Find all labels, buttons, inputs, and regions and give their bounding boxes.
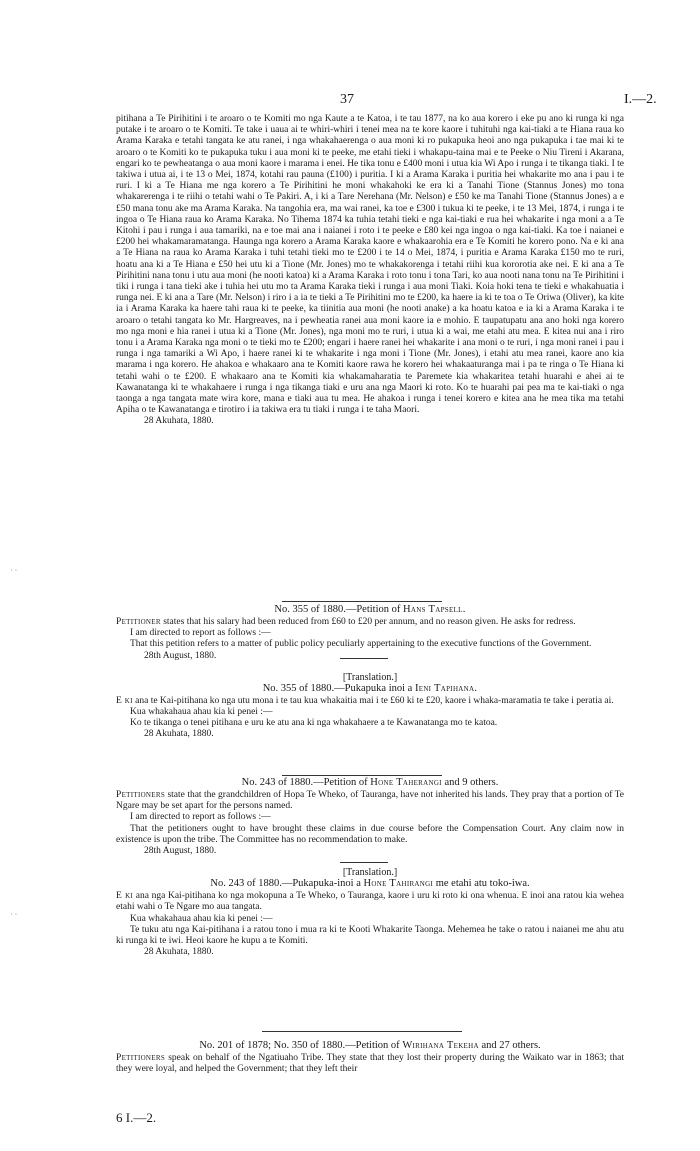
petition-243-maori-date: 28 Akuhata, 1880. <box>144 947 214 958</box>
petition-243-summary: Petitioners state that the grandchildren of Hopa Te Wheko, of Tauranga, have not inherited his lands. They pray that a portion of Te Ngare may be set apart for the persons named. <box>116 790 624 812</box>
petition-243-directed: I am directed to report as follows :— <box>130 812 271 823</box>
petition-243-maori-directed: Kua whakahaua ahau kia ki penei :— <box>130 913 273 924</box>
continuation-paragraph: pitihana a Te Pirihitini i te aroaro o te Komiti mo nga Kaute a te Katoa, i te tau 1877, na ko aua korero i eke pu ano ki runga ki nga putake i te aroaro o te Komiti. Te take i uaua ai te whiri-whiri i tenei mea na te kore kaore i tuhituhi nga kai-tiaki a te Hiana raua ko Arama Karaka e tetahi tangata ke atu ranei, i nga whakahaerenga o aua moni ki ro pukapuka heoi ano nga pukapuka i tae mai ki te aroaro o te Komiti ko te pukapuka tuku i aua moni ki te peeke, me etahi tieki i whakapu-taina mai e te Peeke o Niu Tireni i Akarana, engari ko te pewheatanga o aua moni kaore i marama i enei. He tika tonu e £400 moni i utua kia Wi Apo i runga i te tikanga tiaki. I te takiwa i utua ai, i te 13 o Mei, 1874, kotahi rau pauna (£100) i puritia. I ki a Arama Karaka i puritia hei whakarite mo ana i pau i te ruri. I ki a Te Hiana me nga korero a Te Pirihitini he moni whakahoki ke era ki a Tanahi Tione (Stannus Jones) mo tona whakarerenga i te riihi o tetahi wahi o Te Pakiri. A, i ki a Tare Nerehana (Mr. Nelson) e £50 ke ma Tanahi Tione (Stannus Jones) a e £50 mana tonu ake ma Arama Karaka. Na tangohia era, ma wai ranei, ka toe e £300 i tukua ki te peeke, i te 13 Mei, 1874, i runga i te ingoa o Te Hiana raua ko Arama Karaka. No Tihema 1874 ka tuhia tetahi tieki e nga kai-tiaki e rua hei whakarite i nga moni a a Te Kitohi i pau i runga i aua tamariki, na e toe mai ana i naianei i roto i te peeke e £80 kei nga ingoa o nga kai-tiaki. Ka toe i naianei e £200 hei whakamaramatanga. Haunga nga korero a Arama Karaka kaore e whakaarohia era e Te Komiti he korero pono. Na e ki ana a Te Hiana na raua ko Arama Karaka i tuhi tetahi tieki mo te £200 i te 14 o Mei, 1874, i puritia e Arama Karaka £150 mo te ruri, hoatu ana ki a Te Hiana e £50 hei utu ki a Tione (Mr. Jones) mo te whakakorenga i tetahi riihi kua kororotia ake nei. E ki ana a Te Pirihitini nana tonu i utu aua moni (he nooti katoa) ki a Arama Karaka i roto tonu i tona Tari, ko aua nooti nana tonu na Te Pirihitini i tiki i runga i tana tieki ake i tuhia hei utu mo ta Arama Karaka tieki i runga i aua moni Tiaki. Koia hoki tena te tieki e whakahuatia i runga nei. E ki ana a Tare (Mr. Nelson) i riro i a ia te tieki a Te Pirihitini mo te £200, ka haere ia ki te toa o Te Oriwa (Oliver), ka kite ia i Arama Karaka ka haere tahi raua ki te peeke, ka tiinitia aua moni (he nooti anake) a ka hoatu katoa e ia ki a Arama Karaka i te aroaro o tetahi tangata ko Mr. Hargreaves, na i pewheatia ranei aua moni kaore ia e mohio. E taupatupatu ana ano hoki nga korero mo nga moni e hia ranei i utua ki a Tione (Mr. Jones), nga moni mo te ruri, i utua ki a wai, me etahi atu mea. E kitea nui ana i riro tonu i a Arama Karaka nga moni o te tieki mo te £200; engari i haere ranei hei whakarite i ana moni o te ruri, i nga moni ranei i pau i runga i nga tamariki a Wi Apo, i haere ranei ki te whakarite i nga moni i Tione (Mr. Jones), i etahi atu mea ranei, kaore ano kia marama i nga korero. He ahakoa e whakaaro ana te Komiti kaore rawa he korero hei whakaaturanga mai i pa te ringa o Te Hiana ki tetahi wahi o te £200. E whakaaro ana te Komiti kia whakamaharatia te Paremete kia whakaritea tetahi huarahi e ahei ai te Kawanatanga ki te whakahaere i runga i nga tikanga tiaki e uru ana nga Maori ki roto. Ko te huarahi pai pea ma te kai-tiaki o nga taonga a nga tangata mate wira kore, mana e tiaki aua tu mea. He ahakoa i runga i tenei korero e kitea ana he mea tika ma tetahi Apiha o te Kawanatanga e tirotiro i ia takiwa era tu tiaki i runga i te taha Maori. <box>116 114 624 416</box>
petition-355-maori-directed: Kua whakahaua ahau kia ki penei :— <box>130 707 273 718</box>
section-divider <box>282 601 442 602</box>
petition-243-translation-label: [Translation.] <box>342 867 398 879</box>
petition-243-heading: No. 243 of 1880.—Petition of Hone Taherangi and 9 others. <box>241 777 499 788</box>
petition-355-date: 28th August, 1880. <box>144 650 217 661</box>
page-number: 37 <box>340 92 354 107</box>
petition-355-translation-label: [Translation.] <box>342 671 398 683</box>
petition-243-maori-heading: No. 243 of 1880.—Pukapuka-inoi a Hone Tahirangi me etahi atu toko-iwa. <box>210 878 530 890</box>
petition-355-report: That this petition refers to a matter of public policy peculiarly appertaining to the executive functions of the Government. <box>130 639 592 650</box>
petition-355-summary: Petitioner states that his salary had been reduced from £60 to £20 per annum, and no reason given. He asks for redress. <box>116 617 576 627</box>
petition-243-date: 28th August, 1880. <box>144 846 217 857</box>
petition-355-maori-date: 28 Akuhata, 1880. <box>144 729 214 740</box>
document-reference: I.—2. <box>624 92 657 107</box>
continuation-date: 28 Akuhata, 1880. <box>144 416 214 427</box>
section-divider <box>282 775 442 776</box>
date-divider <box>340 862 388 863</box>
petition-355-section <box>116 604 624 741</box>
petition-355-maori-summary: E ki ana te Kai-pitihana ko nga utu mona i te tau kua whakaitia mai i te £60 ki te £20, kaore i whaka-maramatia te take i peratia ai. <box>116 695 614 706</box>
petition-243-report: That the petitioners ought to have brought these claims in due course before the Compensation Court. Any claim now in existence is upon the tribe. The Committee has no recommendation to make. <box>116 823 624 845</box>
petition-355-maori-heading: No. 355 of 1880.—Pukapuka inoi a Ieni Tapihana. <box>262 682 478 694</box>
petition-201-summary: Petitioners speak on behalf of the Ngatiuaho Tribe. They state that they lost their property during the Waikato war in 1863; that they were loyal, and helped the Government; that they left their <box>116 1053 624 1075</box>
scan-speck: · · <box>10 566 18 575</box>
petition-355-directed: I am directed to report as follows :— <box>130 628 271 639</box>
petition-201-section <box>116 1040 624 1075</box>
printer-signature: 6 I.—2. <box>116 1110 157 1125</box>
continuation-section <box>116 114 624 428</box>
date-divider <box>340 658 388 659</box>
section-divider <box>262 1031 462 1032</box>
petition-201-heading: No. 201 of 1878; No. 350 of 1880.—Petition of Wirihana Tekeha and 27 others. <box>199 1040 541 1051</box>
scan-speck: · · <box>10 910 18 919</box>
petition-243-maori-report: Te tuku atu nga Kai-pitihana i a ratou tono i mua ra ki te Kooti Whakarite Taonga. Mehemea he take o ratou i naianei me ahu atu ki runga ki te iwi. Heoi kaore he kupu a te Komiti. <box>116 924 624 947</box>
petition-355-heading: No. 355 of 1880.—Petition of Hans Tapsell. <box>274 604 466 615</box>
petition-355-maori-report: Ko te tikanga o tenei pitihana e uru ke atu ana ki nga whakahaere a te Kawanatanga mo te katoa. <box>130 718 498 729</box>
petition-243-maori-summary: E ki ana nga Kai-pitihana ko nga mokopuna a Te Wheko, o Tauranga, kaore i uru ki roto ki ona whenua. E inoi ana ratou kia wehea etahi wahi o Te Ngare mo aua tangata. <box>116 891 624 913</box>
petition-243-section <box>116 777 624 958</box>
